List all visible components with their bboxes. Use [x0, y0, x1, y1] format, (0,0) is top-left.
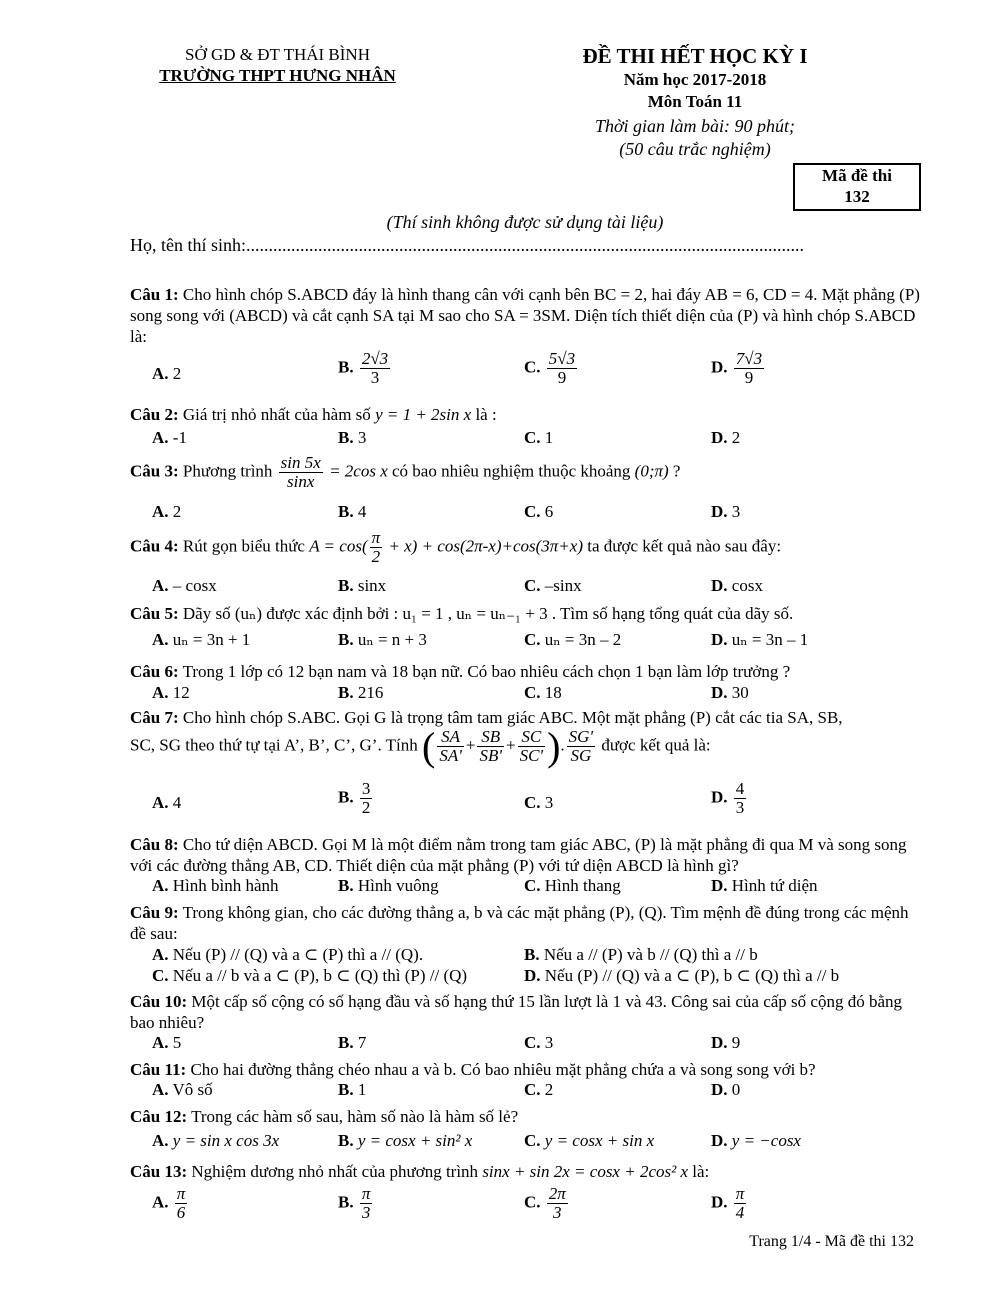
q3-option-c[interactable]: C. 6 — [524, 502, 554, 521]
q11-option-a[interactable]: A. Vô số — [152, 1080, 213, 1099]
q13-option-d[interactable]: D. $\frac{\pi}{4}$ — [711, 1184, 745, 1222]
page-footer: Trang 1/4 - Mã đề thi 132 — [749, 1233, 914, 1250]
q4-option-b[interactable]: B. sinx — [338, 576, 387, 595]
q5-option-c[interactable]: C. uₙ = 3n – 2 — [524, 630, 622, 649]
q8-option-a[interactable]: A. Hình bình hành — [152, 876, 279, 895]
q10-option-b[interactable]: B. 7 — [338, 1033, 367, 1052]
q9-option-d[interactable]: D. Nếu (P) // (Q) và a ⊂ (P), b ⊂ (Q) thì a // b — [524, 966, 840, 985]
q11-option-b[interactable]: B. 1 — [338, 1080, 367, 1099]
question-1: Câu 1: Cho hình chóp S.ABCD đáy là hình thang cân với cạnh bên BC = 2, hai đáy AB = 6, CD = 4. Mặt phẳng (P) song song với (ABCD) và cắt cạnh SA tại M sao cho SA = 3SM. Diện tích thiết diện của (P) và hình chóp S.ABCD là: — [130, 285, 920, 346]
department-name: SỞ GD & ĐT THÁI BÌNH — [185, 45, 370, 64]
q2-option-c[interactable]: C. 1 — [524, 428, 554, 447]
q6-option-b[interactable]: B. 216 — [338, 683, 384, 702]
question-7: Câu 7: Cho hình chóp S.ABC. Gọi G là trọng tâm tam giác ABC. Một mặt phẳng (P) cắt các tia SA, SB, — [130, 708, 843, 727]
q8-option-c[interactable]: C. Hình thang — [524, 876, 621, 895]
question-count: (50 câu trắc nghiệm) — [619, 139, 771, 159]
question-5: Câu 5: Dãy số (uₙ) được xác định bởi : u₁ = 1 , uₙ = uₙ₋₁ + 3 . Tìm số hạng tổng quát của dãy số. — [130, 604, 794, 623]
q3-option-d[interactable]: D. 3 — [711, 502, 741, 521]
q1-option-a[interactable]: A. 2 — [152, 364, 182, 383]
question-6: Câu 6: Trong 1 lớp có 12 bạn nam và 18 bạn nữ. Có bao nhiêu cách chọn 1 bạn làm lớp trưởng ? — [130, 662, 791, 681]
notice: (Thí sinh không được sử dụng tài liệu) — [386, 212, 664, 232]
exam-code-value: 132 — [844, 187, 870, 206]
q10-option-d[interactable]: D. 9 — [711, 1033, 741, 1052]
exam-code-label: Mã đề thi — [822, 166, 892, 185]
q11-option-d[interactable]: D. 0 — [711, 1080, 741, 1099]
q11-option-c[interactable]: C. 2 — [524, 1080, 554, 1099]
school-year: Năm học 2017-2018 — [623, 70, 767, 89]
question-4: Câu 4: Rút gọn biểu thức A = cos( $\frac{\pi}{2}$ + x) + cos(2π-x)+cos(3π+x) ta được kết quả nào sau đây: — [130, 528, 782, 566]
q9-option-a[interactable]: A. Nếu (P) // (Q) và a ⊂ (P) thì a // (Q). — [152, 945, 424, 964]
question-13: Câu 13: Nghiệm dương nhỏ nhất của phương trình sinx + sin 2x = cosx + 2cos² x là: — [130, 1162, 710, 1181]
q13-option-c[interactable]: C. $\frac{2\pi}{3}$ — [524, 1184, 566, 1222]
subject: Môn Toán 11 — [647, 92, 743, 111]
q3-option-a[interactable]: A. 2 — [152, 502, 182, 521]
q6-option-d[interactable]: D. 30 — [711, 683, 749, 702]
q6-option-a[interactable]: A. 12 — [152, 683, 190, 702]
question-2: Câu 2: Giá trị nhỏ nhất của hàm số y = 1 + 2sin x là : — [130, 405, 497, 424]
q1-option-b[interactable]: B. $\frac{2√3}{3}$ — [338, 349, 389, 387]
question-3: Câu 3: Phương trình $\frac{\sin 5x}{\sin x}$ = 2cos x có bao nhiêu nghiệm thuộc khoảng (0;π) ? — [130, 453, 681, 491]
q12-option-a[interactable]: A. y = sin x cos 3x — [152, 1131, 280, 1150]
q9-option-c[interactable]: C. Nếu a // b và a ⊂ (P), b ⊂ (Q) thì (P) // (Q) — [152, 966, 468, 985]
q10-option-c[interactable]: C. 3 — [524, 1033, 554, 1052]
q8-option-b[interactable]: B. Hình vuông — [338, 876, 439, 895]
q12-option-b[interactable]: B. y = cosx + sin² x — [338, 1131, 473, 1150]
time-limit: Thời gian làm bài: 90 phút; — [594, 116, 796, 136]
q13-option-b[interactable]: B. $\frac{\pi}{3}$ — [338, 1184, 371, 1222]
school-name: TRƯỜNG THPT HƯNG NHÂN — [159, 66, 396, 85]
q5-option-b[interactable]: B. uₙ = n + 3 — [338, 630, 427, 649]
q1-option-d[interactable]: D. $\frac{7√3}{9}$ — [711, 349, 763, 387]
question-7-formula-line: SC, SG theo thứ tự tại A’, B’, C’, G’. Tính ( $\frac{SA}{SA'}$ + $\frac{SB}{SB'}$ + $\frac{SC}{SC'}$ ). $\frac{SG'}{SG}$ được kết quả là: — [130, 723, 711, 769]
q7-option-a[interactable]: A. 4 — [152, 793, 182, 812]
q4-option-d[interactable]: D. cosx — [711, 576, 763, 595]
question-12: Câu 12: Trong các hàm số sau, hàm số nào là hàm số lẻ? — [130, 1107, 519, 1126]
q7-option-d[interactable]: D. $\frac{4}{3}$ — [711, 779, 745, 817]
q5-option-d[interactable]: D. uₙ = 3n – 1 — [711, 630, 809, 649]
q3-option-b[interactable]: B. 4 — [338, 502, 367, 521]
q12-option-d[interactable]: D. y = −cosx — [711, 1131, 801, 1150]
q2-option-a[interactable]: A. -1 — [152, 428, 187, 447]
q2-option-d[interactable]: D. 2 — [711, 428, 741, 447]
q13-formula: sinx + sin 2x = cosx + 2cos² x — [482, 1162, 689, 1181]
student-name-line: Họ, tên thí sinh:............................................................................................................................ — [130, 235, 804, 255]
exam-code-box — [793, 163, 921, 211]
question-10: Câu 10: Một cấp số cộng có số hạng đầu và số hạng thứ 15 lần lượt là 1 và 43. Công sai của cấp số cộng đó bằng bao nhiêu? — [130, 992, 902, 1032]
q8-option-d[interactable]: D. Hình tứ diện — [711, 876, 818, 895]
q2-formula: y = 1 + 2sin x — [375, 405, 472, 424]
exam-title: ĐỀ THI HẾT HỌC KỲ I — [582, 44, 808, 68]
question-8: Câu 8: Cho tứ diện ABCD. Gọi M là một điểm nằm trong tam giác ABC, (P) là mặt phẳng đi qua M và song song với các đường thẳng AB, CD. Thiết diện của mặt phẳng (P) với tứ diện ABCD là hình gì? — [130, 835, 907, 875]
q9-option-b[interactable]: B. Nếu a // (P) và b // (Q) thì a // b — [524, 945, 758, 964]
question-11: Câu 11: Cho hai đường thẳng chéo nhau a và b. Có bao nhiêu mặt phẳng chứa a và song song với b? — [130, 1060, 816, 1079]
q7-option-b[interactable]: B. $\frac{3}{2}$ — [338, 779, 371, 817]
q5-option-a[interactable]: A. uₙ = 3n + 1 — [152, 630, 251, 649]
q12-option-c[interactable]: C. y = cosx + sin x — [524, 1131, 655, 1150]
q6-option-c[interactable]: C. 18 — [524, 683, 562, 702]
q4-option-a[interactable]: A. – cosx — [152, 576, 217, 595]
q4-option-c[interactable]: C. –sinx — [524, 576, 582, 595]
q7-option-c[interactable]: C. 3 — [524, 793, 554, 812]
q1-option-c[interactable]: C. $\frac{5√3}{9}$ — [524, 349, 576, 387]
q13-option-a[interactable]: A. $\frac{\pi}{6}$ — [152, 1184, 186, 1222]
q2-option-b[interactable]: B. 3 — [338, 428, 367, 447]
question-9: Câu 9: Trong không gian, cho các đường thẳng a, b và các mặt phẳng (P), (Q). Tìm mệnh đề đúng trong các mệnh đề sau: — [130, 903, 909, 943]
q10-option-a[interactable]: A. 5 — [152, 1033, 182, 1052]
